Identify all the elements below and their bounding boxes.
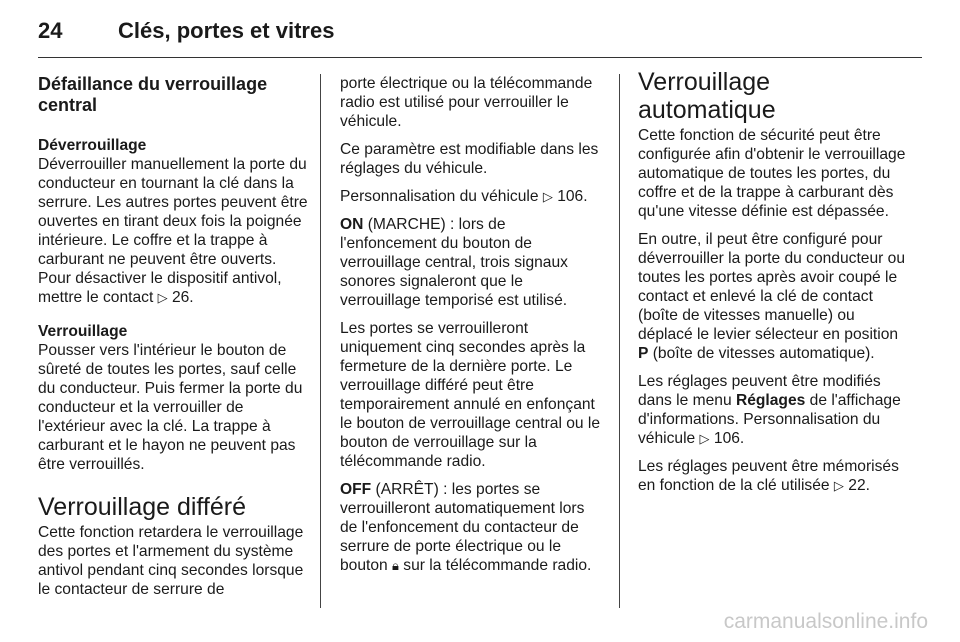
paragraph-locking: Pousser vers l'intérieur le bouton de sûreté de toutes les portes, sauf celle du conducteur. Puis fermer la porte du conducteur et la verrouiller de l'extérieur avec la clé. La trappe à carburant et le hayon ne peuvent pas être verrouillés. [38, 342, 303, 473]
section-heading-central-lock-failure: Défaillance du verrouillage central [38, 74, 268, 115]
lock-icon: 🔒︎ [392, 558, 399, 573]
page-number: 24 [38, 18, 63, 43]
column-divider [320, 74, 321, 608]
paragraph-settings: Ce paramètre est modifiable dans les réglages du véhicule. [340, 141, 599, 177]
paragraph-continued: porte électrique ou la télécommande radio est utilisé pour verrouiller le véhicule. [340, 75, 593, 130]
ref-arrow-icon: ▷ [699, 431, 710, 446]
paragraph-personalisation: Personnalisation du véhicule ▷ 106. [340, 188, 588, 205]
page-header [0, 0, 960, 60]
section-heading-delayed-locking: Verrouillage différé [38, 493, 247, 521]
paragraph-delayed-locking: Cette fonction retardera le verrouillage des portes et l'armement du système antivol pendant cinq secondes lorsque le contacteur de serrure de [38, 524, 304, 598]
column-2 [340, 74, 605, 584]
page-title: Clés, portes et vitres [118, 18, 335, 43]
ref-arrow-icon: ▷ [833, 478, 844, 493]
paragraph-on: ON (MARCHE) : lors de l'enfoncement du bouton de verrouillage central, trois signaux sonores signaleront que le verrouillage temporisé est utilisé. [340, 216, 568, 309]
column-divider [619, 74, 620, 608]
paragraph-doors-lock: Les portes se verrouilleront uniquement cinq secondes après la fermeture de la dernière porte. Le verrouillage différé peut être temporairement annulé en enfonçant le bouton de verrouillage central ou le bouton de verrouillage sur la télécommande radio. [340, 320, 601, 470]
paragraph-unlocking: Déverrouiller manuellement la porte du conducteur en tournant la clé dans la serrure. Les autres portes peuvent être ouvertes en tirant deux fois la poignée intérieure. Le coffre et la trappe à carburant ne peuvent être ouverts. Pour désactiver le dispositif antivol, mettre le contact ▷ 26. [38, 156, 308, 306]
column-1 [38, 74, 308, 599]
section-heading-automatic-locking: Verrouillage automatique [638, 68, 776, 124]
paragraph-unlock-config: En outre, il peut être configuré pour déverrouiller la porte du conducteur ou toutes les portes après avoir coupé le contact et enlevé la clé de contact (boîte de vitesses manuelle) ou déplacé le levier sélecteur en position P (boîte de vitesses automatique). [638, 231, 905, 362]
watermark: carmanualsonline.info [723, 610, 928, 633]
paragraph-menu-settings: Les réglages peuvent être modifiés dans le menu Réglages de l'affichage d'informations. Personnalisation du véhicule ▷ 106. [638, 373, 901, 447]
paragraph-automatic-locking: Cette fonction de sécurité peut être configurée afin d'obtenir le verrouillage automatique de toutes les portes, du coffre et de la trappe à carburant dès qu'une vitesse définie est dépassée. [638, 127, 906, 220]
subheading-locking: Verrouillage [38, 323, 128, 340]
header-rule [38, 57, 922, 58]
paragraph-off: OFF (ARRÊT) : les portes se verrouilleront automatiquement lors de l'enfoncement du contacteur de serrure de porte électrique ou le bouton 🔒︎ sur la télécommande radio. [340, 481, 592, 574]
ref-arrow-icon: ▷ [542, 189, 553, 204]
column-3 [638, 68, 906, 504]
ref-arrow-icon: ▷ [157, 290, 168, 305]
paragraph-memorised: Les réglages peuvent être mémorisés en fonction de la clé utilisée ▷ 22. [638, 458, 899, 494]
subheading-unlocking: Déverrouillage [38, 137, 147, 154]
